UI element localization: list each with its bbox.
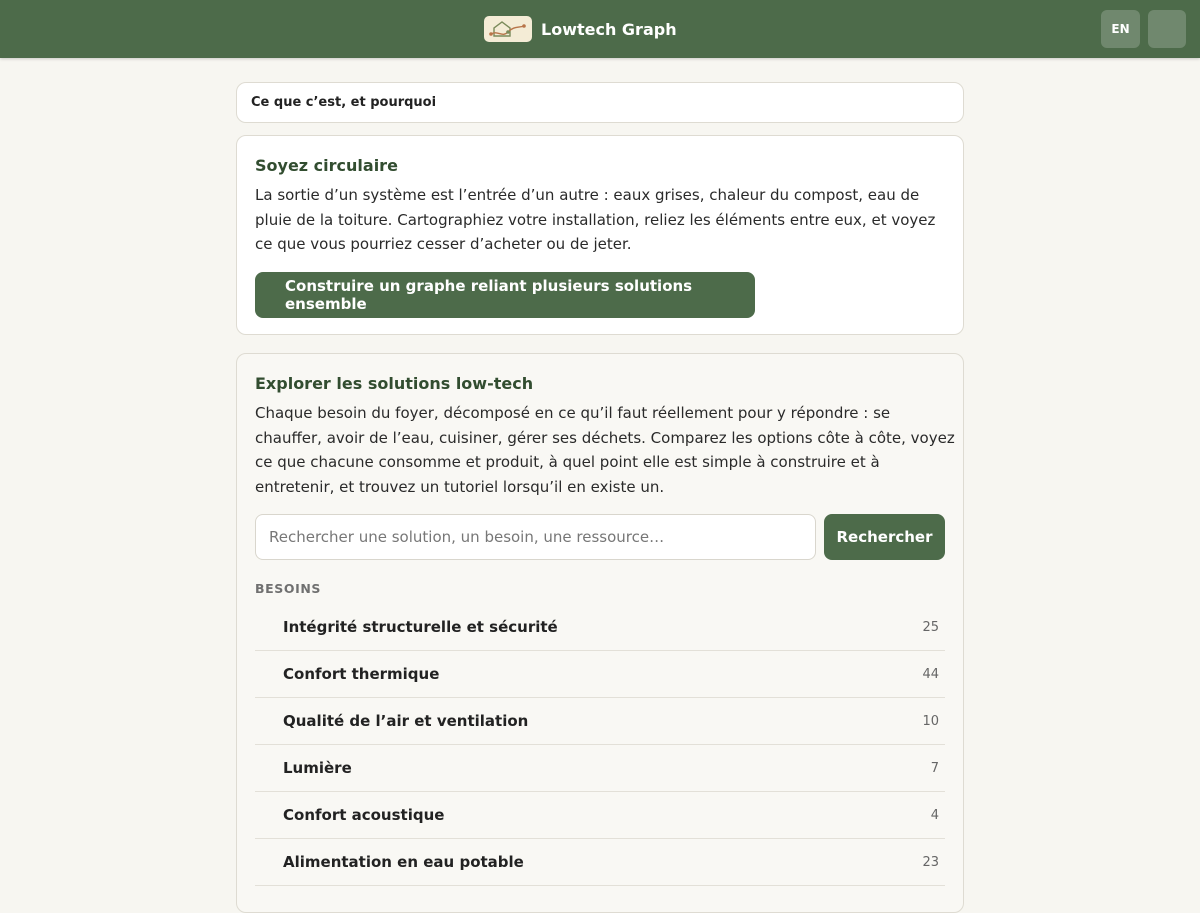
top-bar bbox=[0, 0, 1200, 58]
circular-heading: Soyez circulaire bbox=[255, 156, 398, 175]
need-label: Confort thermique bbox=[283, 665, 440, 683]
explore-heading: Explorer les solutions low-tech bbox=[255, 374, 534, 393]
need-count: 44 bbox=[922, 666, 939, 682]
need-count: 10 bbox=[922, 713, 939, 729]
need-label: Alimentation en eau potable bbox=[283, 853, 524, 871]
search-input[interactable] bbox=[255, 514, 816, 560]
build-graph-button[interactable] bbox=[255, 272, 755, 318]
need-label: Confort acoustique bbox=[283, 806, 445, 824]
search-button[interactable]: Rechercher bbox=[824, 514, 945, 560]
need-count: 25 bbox=[922, 619, 939, 635]
needs-section-label: BESOINS bbox=[255, 581, 322, 596]
brand[interactable] bbox=[484, 16, 677, 42]
intro-card[interactable] bbox=[236, 82, 964, 123]
house-graph-logo-icon bbox=[484, 16, 532, 42]
need-count: 7 bbox=[930, 760, 939, 776]
explore-card bbox=[236, 353, 964, 913]
need-item[interactable] bbox=[255, 651, 945, 698]
language-button[interactable]: EN bbox=[1101, 10, 1140, 48]
menu-button[interactable] bbox=[1148, 10, 1186, 48]
intro-title: Ce que c’est, et pourquoi bbox=[251, 95, 437, 110]
needs-list bbox=[255, 604, 945, 886]
need-item[interactable] bbox=[255, 604, 945, 651]
app-title: Lowtech Graph bbox=[541, 19, 677, 39]
need-label: Lumière bbox=[283, 759, 352, 777]
need-item[interactable] bbox=[255, 792, 945, 839]
need-label: Qualité de l’air et ventilation bbox=[283, 712, 529, 730]
circular-description: La sortie d’un système est l’entrée d’un autre : eaux grises, chaleur du compost, eau de pluie de la toiture. Cartographiez votre installation, reliez les éléments entre eux, et voyez ce que vous pourriez cesser d’acheter ou de jeter. bbox=[255, 186, 936, 253]
need-label: Intégrité structurelle et sécurité bbox=[283, 618, 558, 636]
need-item[interactable] bbox=[255, 745, 945, 792]
build-graph-label: Construire un graphe reliant plusieurs solutions ensemble bbox=[285, 277, 693, 313]
need-item[interactable] bbox=[255, 698, 945, 745]
explore-description: Chaque besoin du foyer, décomposé en ce qu’il faut réellement pour y répondre : se chauffer, avoir de l’eau, cuisiner, gérer ses déchets. Comparez les options côte à côte, voyez ce que chacune consomme et produit, à quel point elle est simple à construire et à entretenir, et trouvez un tutoriel lorsqu’il en existe un. bbox=[255, 404, 955, 496]
need-count: 4 bbox=[930, 807, 939, 823]
circular-card bbox=[236, 135, 964, 335]
need-count: 23 bbox=[922, 854, 939, 870]
need-item[interactable] bbox=[255, 839, 945, 886]
